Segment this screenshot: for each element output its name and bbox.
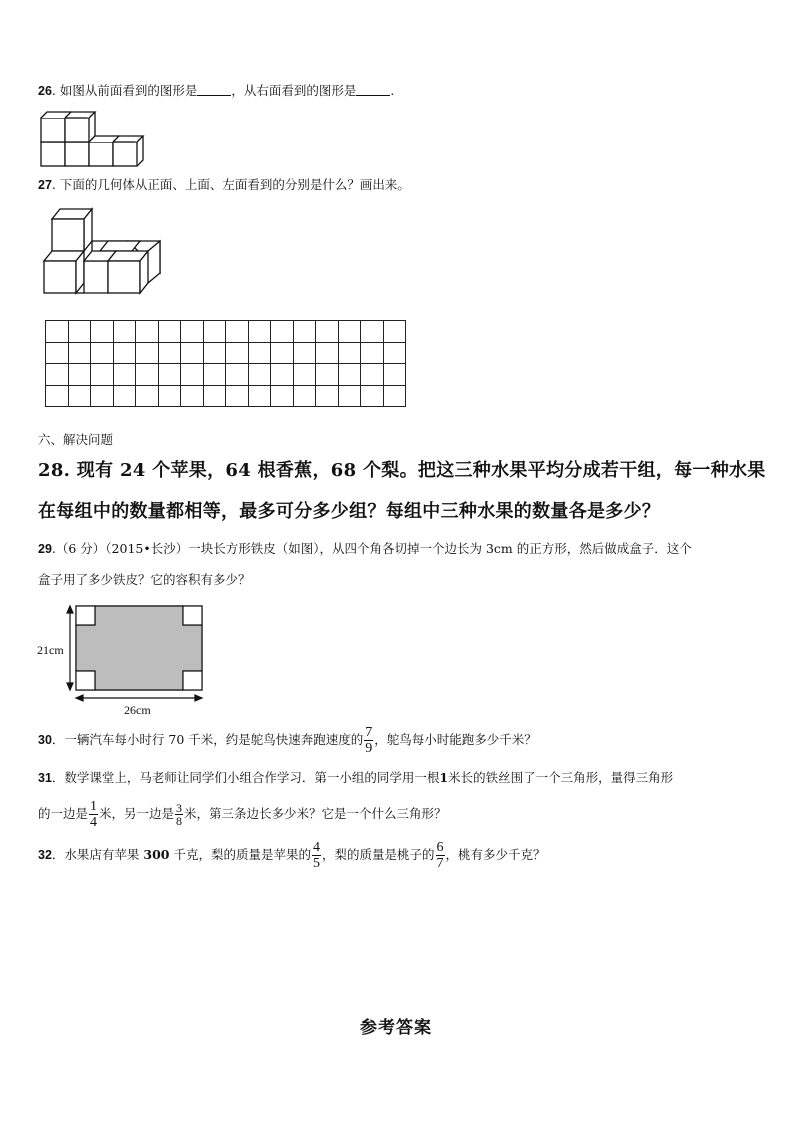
fraction — [312, 840, 321, 871]
arrow-head — [67, 683, 73, 690]
grid-cell[interactable] — [271, 364, 294, 386]
cube-top — [89, 136, 119, 142]
grid-cell[interactable] — [113, 321, 136, 343]
question-text: .（6 分）（2015•长沙）一块长方形铁皮（如图），从四个角各切掉一个边长为 3cm 的正方形，然后做成盒子．这个 — [51, 541, 692, 556]
numerator: 6 — [436, 840, 444, 855]
corner-square — [183, 606, 202, 625]
grid-cell[interactable] — [293, 385, 316, 407]
grid-cell[interactable] — [68, 385, 91, 407]
question-number: 29 — [38, 542, 52, 556]
cube-top — [119, 136, 143, 142]
question-text: . 下面的几何体从正面、上面、左面看到的分别是什么？画出来。 — [51, 177, 410, 192]
question-31-line2 — [38, 797, 447, 831]
grid-cell[interactable] — [226, 385, 249, 407]
corner-square — [76, 606, 95, 625]
grid-cell[interactable] — [113, 385, 136, 407]
solid-figure-27 — [40, 203, 165, 298]
grid-cell[interactable] — [226, 342, 249, 364]
grid-cell[interactable] — [361, 342, 384, 364]
grid-cell[interactable] — [271, 342, 294, 364]
grid-cell[interactable] — [91, 321, 114, 343]
fraction — [89, 799, 98, 830]
grid-cell[interactable] — [203, 364, 226, 386]
denominator: 8 — [176, 814, 183, 828]
fraction — [364, 725, 373, 756]
question-number: 32 — [38, 848, 52, 862]
question-number: 31 — [38, 771, 52, 785]
grid-cell[interactable] — [338, 321, 361, 343]
grid-cell[interactable] — [316, 385, 339, 407]
numerator: 7 — [365, 725, 373, 740]
grid-cell[interactable] — [136, 321, 159, 343]
grid-cell[interactable] — [293, 342, 316, 364]
grid-cell[interactable] — [136, 342, 159, 364]
grid-cell[interactable] — [158, 364, 181, 386]
grid-row — [46, 364, 406, 386]
cube-face — [65, 142, 89, 166]
height-label: 21cm — [37, 643, 64, 657]
question-26 — [38, 83, 394, 99]
denominator: 5 — [313, 856, 320, 871]
grid-cell[interactable] — [158, 342, 181, 364]
grid-cell[interactable] — [383, 321, 406, 343]
grid-cell[interactable] — [293, 364, 316, 386]
grid-cell[interactable] — [181, 321, 204, 343]
answer-blank-right[interactable] — [356, 83, 390, 96]
question-text: ，鸵鸟每小时能跑多少千米？ — [374, 732, 537, 747]
question-29-line2: 盒子用了多少铁皮？它的容积有多少？ — [38, 572, 251, 587]
grid-cell[interactable] — [338, 364, 361, 386]
section-heading: 六、解决问题 — [38, 432, 114, 447]
question-text: ，桃有多少千克？ — [445, 847, 546, 862]
cube-top — [100, 241, 140, 251]
grid-cell[interactable] — [68, 342, 91, 364]
cube-face — [41, 118, 65, 142]
grid-cell[interactable] — [158, 385, 181, 407]
question-27 — [38, 177, 410, 193]
grid-cell[interactable] — [91, 364, 114, 386]
grid-cell[interactable] — [46, 321, 69, 343]
question-30 — [38, 723, 537, 757]
cube-top — [41, 112, 71, 118]
grid-cell[interactable] — [158, 321, 181, 343]
grid-row — [46, 321, 406, 343]
grid-cell[interactable] — [338, 342, 361, 364]
grid-cell[interactable] — [181, 364, 204, 386]
grid-row — [46, 342, 406, 364]
question-text: ．一辆汽车每小时行 70 千米，约是鸵鸟快速奔跑速度的 — [51, 732, 364, 747]
grid-row — [46, 385, 406, 407]
question-28-line2: 在每组中的数量都相等，最多可分多少组？每组中三种水果的数量各是多少？ — [38, 501, 661, 522]
arrow-head — [195, 695, 202, 701]
grid-cell[interactable] — [113, 364, 136, 386]
width-label: 26cm — [124, 703, 151, 717]
denominator: 4 — [90, 815, 98, 830]
grid-cell[interactable] — [316, 364, 339, 386]
grid-cell[interactable] — [136, 364, 159, 386]
question-text: . 如图从前面看到的图形是 — [51, 83, 198, 98]
grid-cell[interactable] — [181, 342, 204, 364]
question-text: 米，另一边是 — [99, 806, 175, 821]
cube-face — [52, 219, 84, 251]
cube-face — [41, 142, 65, 166]
fraction — [175, 802, 183, 827]
denominator: 9 — [365, 741, 373, 756]
number: 300 — [143, 847, 170, 862]
grid-cell[interactable] — [113, 342, 136, 364]
grid-cell[interactable] — [46, 385, 69, 407]
cube-face — [65, 118, 89, 142]
grid-cell[interactable] — [91, 385, 114, 407]
grid-cell[interactable] — [136, 385, 159, 407]
question-28-line1: 28. 现有 24 个苹果，64 根香蕉，68 个梨。把这三种水果平均分成若干组，每一种水果 — [38, 460, 766, 481]
grid-cell[interactable] — [203, 321, 226, 343]
question-text: ．数学课堂上，马老师让同学们小组合作学习．第一小组的同学用一根 — [51, 770, 440, 785]
grid-cell[interactable] — [271, 385, 294, 407]
cube-face — [108, 261, 140, 293]
number: 1 — [439, 770, 449, 785]
cube-face — [84, 261, 108, 293]
grid-cell[interactable] — [316, 321, 339, 343]
corner-square — [76, 671, 95, 690]
grid-cell[interactable] — [361, 321, 384, 343]
answers-title: 参考答案 — [360, 1018, 432, 1038]
grid-cell[interactable] — [46, 364, 69, 386]
question-32 — [38, 838, 546, 872]
numerator: 4 — [313, 840, 320, 855]
grid-cell[interactable] — [248, 342, 271, 364]
cube-face — [113, 142, 137, 166]
question-text: . — [390, 83, 395, 98]
drawing-grid[interactable] — [45, 320, 406, 407]
grid-cell[interactable] — [226, 364, 249, 386]
grid-cell[interactable] — [361, 385, 384, 407]
cube-face — [44, 261, 76, 293]
answer-blank-front[interactable] — [197, 83, 231, 96]
denominator: 7 — [436, 856, 444, 871]
grid-cell[interactable] — [361, 364, 384, 386]
grid-cell[interactable] — [203, 342, 226, 364]
sheet-figure-29 — [36, 598, 212, 718]
question-text: ．水果店有苹果 — [51, 847, 140, 862]
question-text: 米长的铁丝围了一个三角形，量得三角形 — [448, 770, 674, 785]
grid-cell[interactable] — [181, 385, 204, 407]
question-31 — [38, 770, 673, 786]
grid-cell[interactable] — [203, 385, 226, 407]
grid-cell[interactable] — [68, 321, 91, 343]
cube-face — [89, 142, 113, 166]
grid-cell[interactable] — [383, 342, 406, 364]
grid-cell[interactable] — [91, 342, 114, 364]
fraction — [436, 840, 445, 871]
question-number: 26 — [38, 84, 52, 98]
cube-top — [71, 112, 95, 118]
question-text: 米，第三条边长多少米？它是一个什么三角形？ — [184, 806, 447, 821]
grid-cell[interactable] — [338, 385, 361, 407]
grid-cell[interactable] — [316, 342, 339, 364]
grid-cell[interactable] — [226, 321, 249, 343]
grid-cell[interactable] — [293, 321, 316, 343]
arrow-head — [67, 606, 73, 613]
grid-cell[interactable] — [248, 364, 271, 386]
grid-cell[interactable] — [68, 364, 91, 386]
question-text: 的一边是 — [38, 806, 89, 821]
question-text: ，梨的质量是桃子的 — [322, 847, 435, 862]
arrow-head — [76, 695, 83, 701]
question-text: 千克，梨的质量是苹果的 — [173, 847, 311, 862]
corner-square — [183, 671, 202, 690]
cube-figure-26 — [38, 108, 150, 170]
question-number: 27 — [38, 178, 52, 192]
question-number: 30 — [38, 733, 52, 747]
grid-cell[interactable] — [248, 321, 271, 343]
numerator: 3 — [176, 801, 183, 815]
grid-cell[interactable] — [46, 342, 69, 364]
question-text: ，从右面看到的图形是 — [231, 83, 357, 98]
numerator: 1 — [90, 799, 98, 814]
grid-cell[interactable] — [271, 321, 294, 343]
question-29 — [38, 541, 692, 557]
grid-cell[interactable] — [248, 385, 271, 407]
grid-cell[interactable] — [383, 385, 406, 407]
grid-cell[interactable] — [383, 364, 406, 386]
